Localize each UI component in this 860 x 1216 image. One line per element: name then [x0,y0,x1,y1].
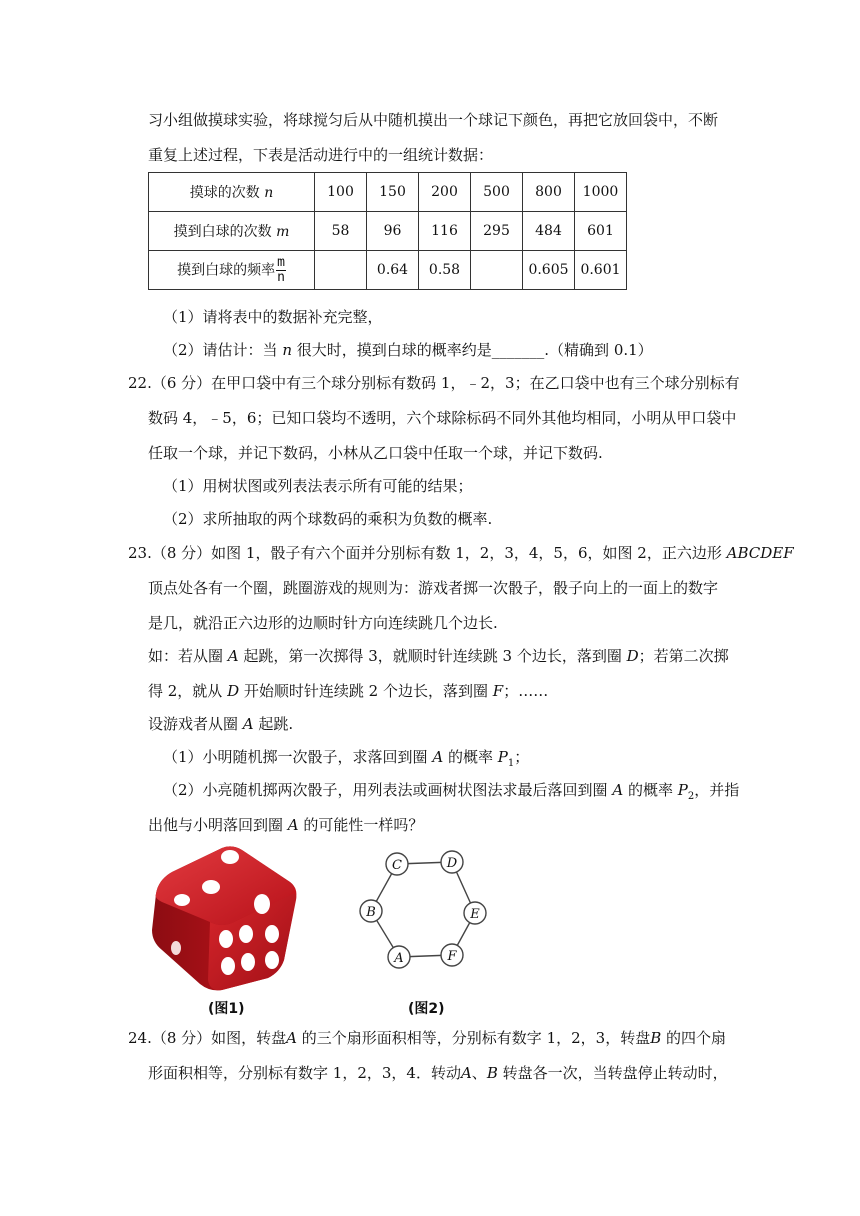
text-line: 重复上述过程，下表是活动进行中的一组统计数据： [148,146,494,164]
table-cell: 484 [523,212,575,251]
text-line: （2）求所抽取的两个球数码的乘积为负数的概率. [163,510,493,528]
text-line: 顶点处各有一个圈，跳圈游戏的规则为：游戏者掷一次骰子，骰子向上的一面上的数字 [148,579,719,597]
row-label: 摸球的次数 [189,185,260,201]
vertex-label: E [470,907,480,922]
table-row [149,173,627,212]
text-line: （1）小明随机掷一次骰子，求落回到圈 A 的概率 $P_1$； [163,748,530,769]
vertex-label: B [366,905,376,920]
text-line: 是几，就沿正六边形的边顺时针方向连续跳几个边长. [148,614,498,632]
statistics-table [148,172,627,290]
table-cell: 116 [419,212,471,251]
vertex-label: F [447,949,457,964]
hexagon-figure [352,845,497,973]
question-22-line: 22.（6 分）在甲口袋中有三个球分别标有数码 1，﹣2，3；在乙口袋中也有三个球分别标有 [128,374,740,392]
text-line: 得 2，就从 D 开始顺时针连续跳 2 个边长，落到圈 F；…… [148,682,549,700]
table-cell: 0.58 [419,251,471,290]
table-cell: 150 [367,173,419,212]
row-variable: n [264,185,274,201]
text-line: （1）请将表中的数据补充完整， [163,308,383,326]
row-variable: m [276,224,290,240]
fraction-numerator: m [277,254,285,270]
text-line: 习小组做摸球实验，将球搅匀后从中随机摸出一个球记下颜色，再把它放回袋中，不断 [148,111,719,129]
text-line: （1）用树状图或列表法表示所有可能的结果； [163,477,473,495]
question-24-line: 24.（8 分）如图，转盘A 的三个扇形面积相等，分别标有数字 1，2，3，转盘B 的四个扇 [128,1029,727,1047]
text-line: 设游戏者从圈 A 起跳. [148,715,294,733]
text-line: （2）请估计：当 n 很大时，摸到白球的概率约是_______.（精确到 0.1） [163,341,653,359]
text-line: 如：若从圈 A 起跳，第一次掷得 3，就顺时针连续跳 3 个边长，落到圈 D；若第二次掷 [148,647,729,665]
table-cell: 500 [471,173,523,212]
table-cell: 800 [523,173,575,212]
text-line: 数码 4，﹣5，6；已知口袋均不透明，六个球除标码不同外其他均相同，小明从甲口袋中 [148,409,737,427]
table-cell: 200 [419,173,471,212]
row-label: 摸到白球的频率 [177,262,276,278]
table-cell: 601 [575,212,627,251]
fraction-denominator: n [277,269,285,285]
table-cell [471,251,523,290]
figure-2-caption: (图2) [408,1001,445,1017]
vertex-label: C [392,858,402,873]
text-line: 出他与小明落回到圈 A 的可能性一样吗？ [148,816,424,834]
table-cell: 0.605 [523,251,575,290]
figure-1-caption: (图1) [208,1001,245,1017]
table-row [149,251,627,290]
dice-figure [148,842,300,992]
table-row [149,212,627,251]
table-cell: 96 [367,212,419,251]
vertex-label: D [446,856,458,871]
text-line: 形面积相等，分别标有数字 1，2，3，4．转动A、B 转盘各一次，当转盘停止转动时， [148,1064,728,1082]
question-23-line: 23.（8 分）如图 1，骰子有六个面并分别标有数 1，2，3，4，5，6，如图 2，正六边形 ABCDEF [128,544,794,562]
fraction [276,256,286,285]
text-line: （2）小亮随机掷两次骰子，用列表法或画树状图法求最后落回到圈 A 的概率 $P_2$，并指 [163,781,740,802]
table-cell: 1000 [575,173,627,212]
row-label: 摸到白球的次数 [173,224,272,240]
table-cell: 0.601 [575,251,627,290]
table-cell: 295 [471,212,523,251]
table-cell: 0.64 [367,251,419,290]
vertex-label: A [394,951,404,966]
text-line: 任取一个球，并记下数码，小林从乙口袋中任取一个球，并记下数码. [148,444,603,462]
table-cell: 58 [315,212,367,251]
table-cell [315,251,367,290]
table-cell: 100 [315,173,367,212]
